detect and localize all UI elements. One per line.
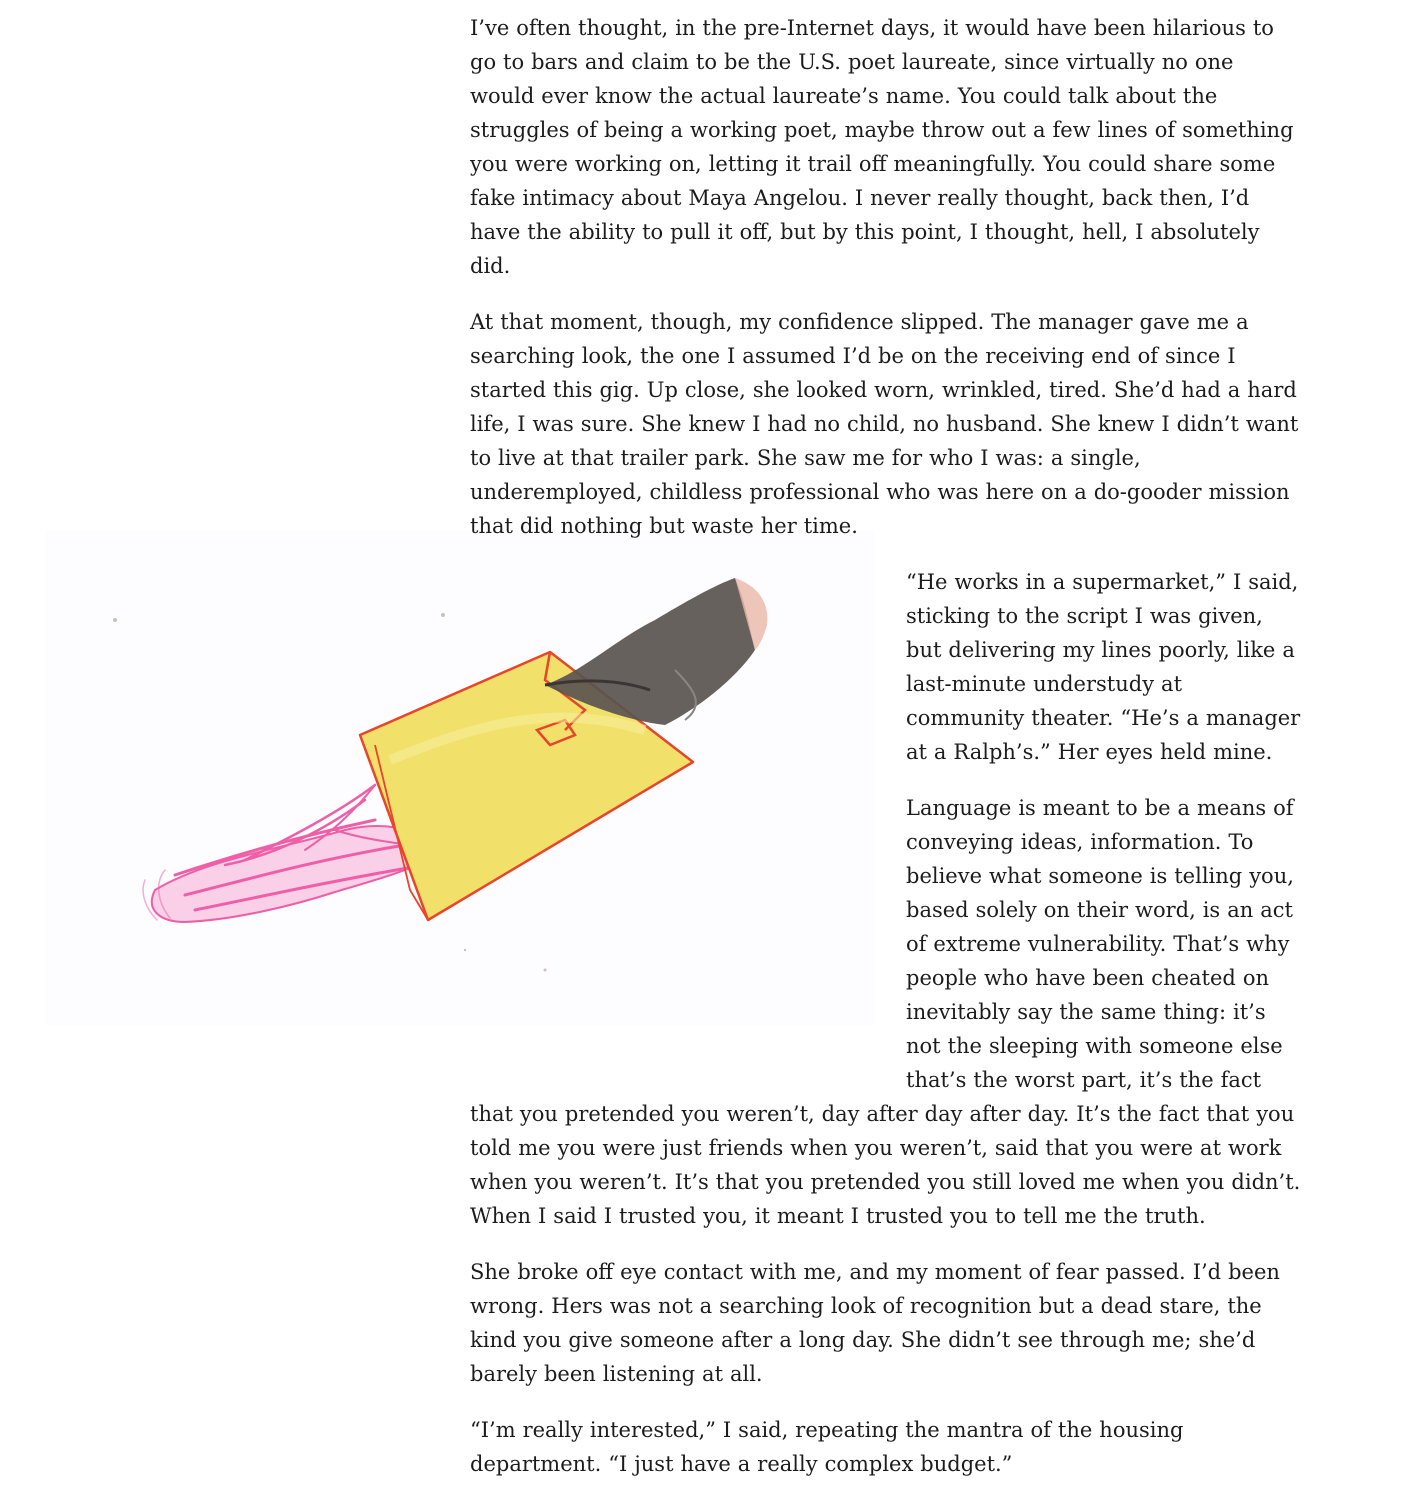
paragraph-confidence-slipped: At that moment, though, my confidence slipped. The manager gave me a searching look, the one I assumed I’d be on the receiving end of since I started this gig. Up close, she looked worn, wrinkled, tired. She’d had a hard life, I was sure. She knew I had no child, no husband. She knew I didn’t want to live at that trailer park. She saw me for who I was: a single, underemployed, childless professional who was here on a do-gooder mission that did nothing but waste her time. — [470, 310, 1299, 538]
paragraph-poet-laureate: I’ve often thought, in the pre-Internet days, it would have been hilarious to go to bars and claim to be the U.S. poet laureate, since virtually no one would ever know the actual laureate’s name. You could talk about the struggles of being a working poet, maybe throw out a few lines of something you were working on, letting it trail off meaningfully. You could share some fake intimacy about Maya Angelou. I never really thought, back then, I’d have the ability to pull it off, but by this point, I thought, hell, I absolutely did. — [470, 16, 1294, 278]
wrapped-text-block — [470, 565, 1304, 1233]
article-body — [470, 11, 1304, 1503]
paragraph-language: Language is meant to be a means of conveying ideas, information. To believe what someone is telling you, based solely on their word, is an act of extreme vulnerability. That’s why people who have been cheated on inevitably say the same thing: it’s not the sleeping with someone else that’s the worst part, it’s the fact that you pretended you weren’t, day after day after day. It’s the fact that you told me you were just friends when you weren’t, said that you were at work when you weren’t. It’s that you pretended you still loved me when you didn’t. When I said I trusted you, it meant I trusted you to tell me the truth. — [470, 796, 1301, 1228]
paragraph-eye-contact: She broke off eye contact with me, and my moment of fear passed. I’d been wrong. Hers was not a searching look of recognition but a dead stare, the kind you give someone after a long day. She didn’t see through me; she’d barely been listening at all. — [470, 1260, 1280, 1386]
paragraph-really-interested: “I’m really interested,” I said, repeating the mantra of the housing department. “I just have a really complex budget.” — [470, 1418, 1184, 1476]
paragraph-supermarket: “He works in a supermarket,” I said, sticking to the script I was given, but delivering my lines poorly, like a last-minute understudy at community theater. “He’s a manager at a Ralph’s.” Her eyes held mine. — [906, 570, 1301, 764]
speck — [113, 618, 117, 622]
speck — [464, 949, 466, 951]
speck — [441, 613, 445, 617]
